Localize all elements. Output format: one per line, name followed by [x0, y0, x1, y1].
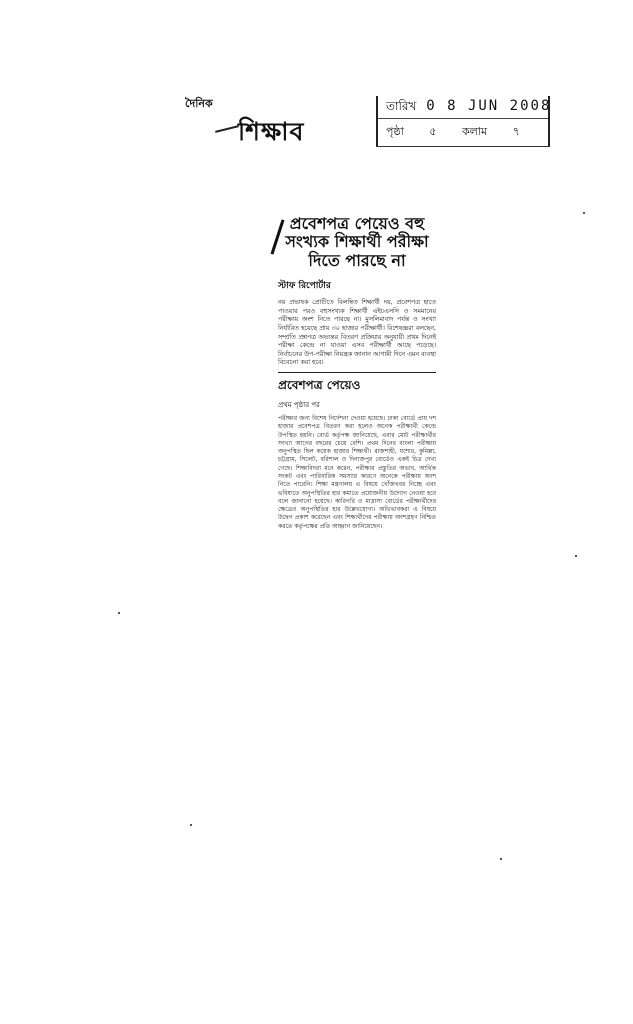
stamp-divider [378, 118, 548, 119]
scan-speck [583, 212, 585, 214]
section-divider [278, 372, 436, 373]
stamp-date-label: তারিখ [386, 99, 417, 113]
continuation-subtitle: প্রথম পৃষ্ঠার পর [278, 400, 320, 409]
stamp-date-value: 0 8 JUN 2008 [426, 98, 552, 114]
scan-speck [575, 555, 577, 557]
stamp-page-label: পৃষ্ঠা [386, 125, 404, 138]
stamp-page-row [386, 123, 542, 142]
stamp-date-row [386, 98, 551, 118]
scan-speck [118, 612, 120, 614]
reporter-byline: স্টাফ রিপোর্টার [278, 281, 331, 292]
masthead-small: দৈনিক [185, 97, 213, 110]
headline-line-1: প্রবেশপত্র পেয়েও বহু [289, 214, 425, 233]
masthead-streak [215, 125, 239, 133]
date-stamp [376, 96, 550, 147]
scan-speck [500, 858, 502, 860]
masthead-title: শিক্ষাব [238, 117, 305, 146]
news-clipping [278, 215, 436, 531]
stamp-column-label: কলাম [461, 125, 488, 138]
headline-line-2: সংখ্যক শিক্ষার্থী পরীক্ষা [285, 232, 429, 252]
continuation-title: প্রবেশপত্র পেয়েও [278, 377, 361, 392]
stamp-page-value: ৫ [429, 125, 437, 138]
lead-paragraph: নয় প্রভাষক প্রোটিতে বিলম্বিত শিক্ষার্থী দয়, প্রবেশপত্র হাতে পাওয়ার পরও বহুসংখ্যক শিক্ষার্থী এইচএসসি ও সমমানের পরীক্ষায় অংশ নিতে পারছে না। মুসলিমাবাদ পর্যন্ত ও সংখ্যা নির্ধারিত হয়েছে প্রায় ৩০ হাজার পরীক্ষার্থী। বিশেষজ্ঞরা বলছেন, সম্প্রতি প্রশ্নপত্র অভ্যন্তর বিতরণ প্রক্রিয়ার অনুযায়ী প্রথম দিনেই পরীক্ষা কেন্দ্রে না যাওয়া এসব পরীক্ষার্থী আছে পড়েছে। নির্বাচনের উপ-পরীক্ষা নিয়ন্ত্রক জানান আগামী দিনে এমন ব্যবস্থা বিবেচনা করা হবে। [278, 299, 436, 367]
headline-line-3: দিতে পারছে না [308, 250, 406, 270]
stamp-column-value: ৭ [512, 125, 520, 138]
scan-speck [190, 824, 192, 826]
body-paragraph: পরীক্ষার জন্য বিশেষ নির্দেশনা দেওয়া হয়েছে। ঢাকা বোর্ডে প্রায় দশ হাজার প্রবেশপত্র বিতরণ করা হলেও অনেক পরীক্ষার্থী কেন্দ্রে উপস্থিত হয়নি। বোর্ড কর্তৃপক্ষ জানিয়েছে, এবার মোট পরীক্ষার্থীর সংখ্যা আগের বছরের চেয়ে বেশি। প্রথম দিনের বাংলা পরীক্ষায় অনুপস্থিত ছিল কয়েক হাজার শিক্ষার্থী। রাজশাহী, যশোর, কুমিল্লা, চট্টগ্রাম, সিলেট, বরিশাল ও দিনাজপুর বোর্ডেও একই চিত্র দেখা গেছে। শিক্ষাবিদরা মনে করেন, পরীক্ষার প্রস্তুতির অভাব, আর্থিক সংকট এবং পারিবারিক সমস্যার কারণে অনেকে পরীক্ষায় অংশ নিতে পারেনি। শিক্ষা মন্ত্রণালয় এ বিষয়ে খোঁজখবর নিচ্ছে এবং ভবিষ্যতে অনুপস্থিতির হার কমাতে প্রয়োজনীয় উদ্যোগ নেওয়া হবে বলে জানানো হয়েছে। কারিগরি ও মাদ্রাসা বোর্ডের পরীক্ষার্থীদের ক্ষেত্রেও অনুপস্থিতির হার উল্লেখযোগ্য। অভিভাবকরা এ বিষয়ে উদ্বেগ প্রকাশ করেছেন এবং শিক্ষার্থীদের পরীক্ষায় অংশগ্রহণ নিশ্চিত করতে কর্তৃপক্ষের প্রতি আহ্বান জানিয়েছেন। [278, 414, 436, 530]
